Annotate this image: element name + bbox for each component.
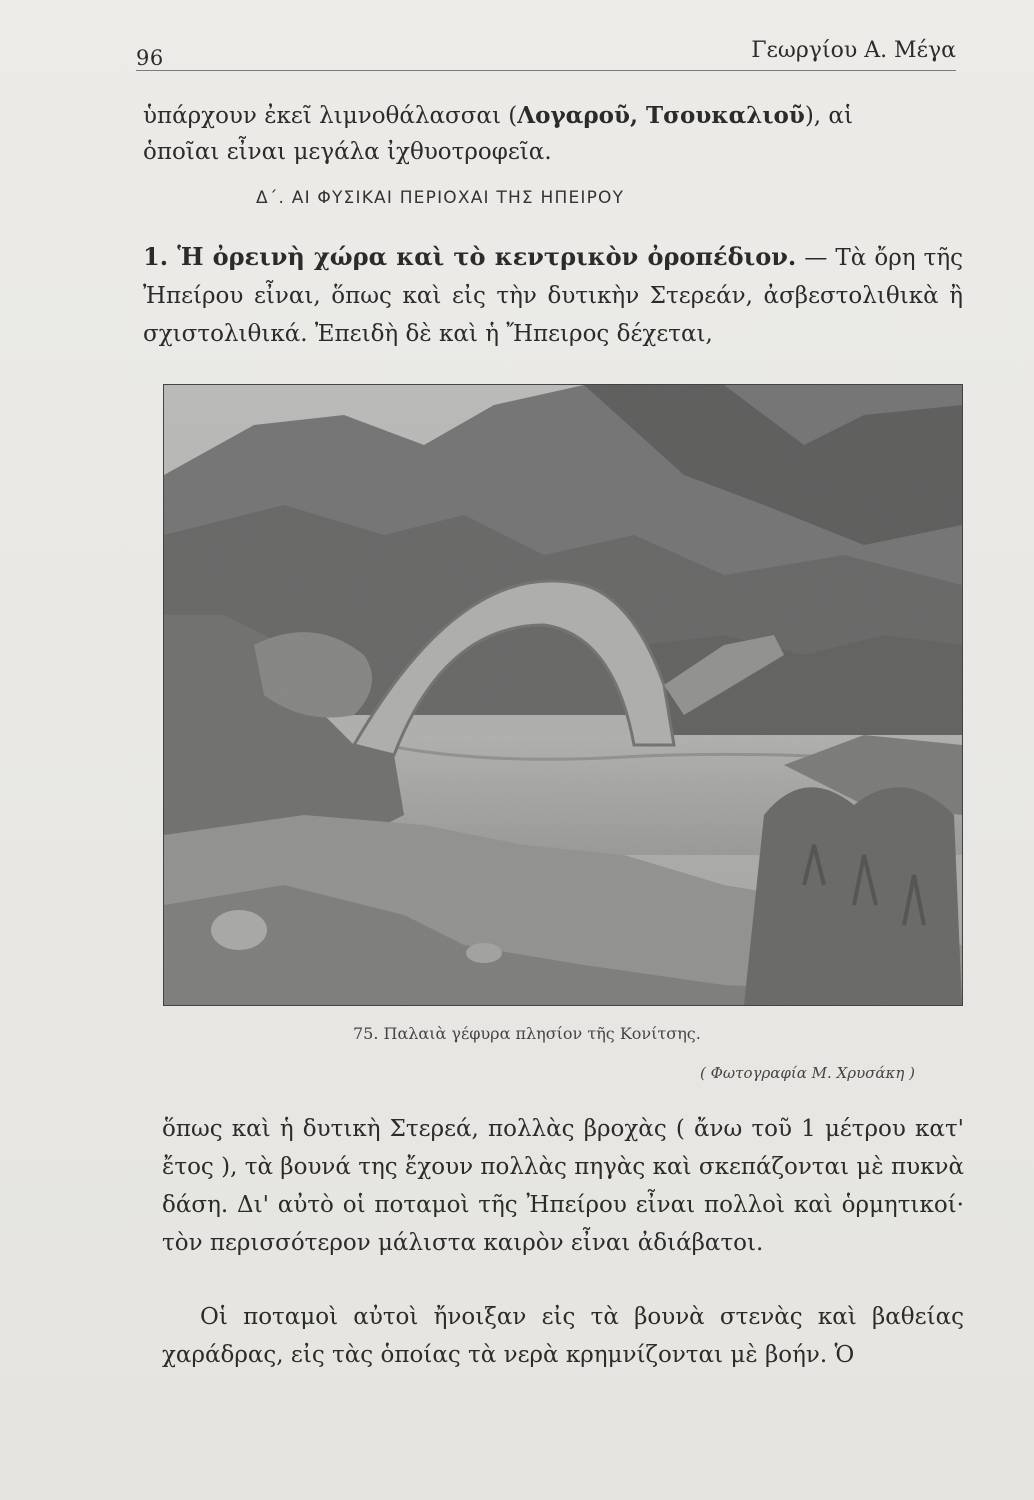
subsection-text: — Τὰ ὄρη τῆς Ἠπείρου εἶναι, ὅπως καὶ εἰς τὴν δυτικὴν Στερεάν, ἀσβεστολιθικὰ ἢ σχιστολιθικά. Ἐπειδὴ δὲ καὶ ἡ Ἤπειρος δέχεται, (143, 245, 963, 347)
subsection-paragraph (143, 238, 963, 353)
running-head: Γεωργίου Α. Μέγα (751, 38, 956, 63)
page-header (136, 38, 956, 78)
top-paragraph-end: ), αἱ (804, 103, 853, 129)
bridge-photo-illustration (164, 385, 962, 1005)
top-paragraph-start: ὑπάρχουν ἐκεῖ λιμνοθάλασσαι ( (143, 103, 518, 129)
figure-caption: 75. Παλαιὰ γέφυρα πλησίον τῆς Κονίτσης. (353, 1024, 701, 1043)
header-rule (136, 70, 956, 71)
last-paragraph: Οἱ ποταμοὶ αὐτοὶ ἤνοιξαν εἰς τὰ βουνὰ στενὰς καὶ βαθείας χαράδρας, εἰς τὰς ὁποίας τὰ νερὰ κρημνίζονται μὲ βοήν. Ὁ (162, 1304, 964, 1368)
subsection-heading: 1. Ἡ ὀρεινὴ χώρα καὶ τὸ κεντρικὸν ὀροπέδιον. (143, 242, 797, 271)
lagoon-names: Λογαροῦ, Τσουκαλιοῦ (517, 102, 805, 129)
photo-credit: ( Φωτογραφία Μ. Χρυσάκη ) (700, 1064, 915, 1082)
section-title: Δ΄. ΑΙ ΦΥΣΙΚΑΙ ΠΕΡΙΟΧΑΙ ΤΗΣ ΗΠΕΙΡΟΥ (256, 188, 625, 208)
top-paragraph-line2: ὁποῖαι εἶναι μεγάλα ἰχθυοτροφεῖα. (143, 139, 552, 165)
bridge-photograph (163, 384, 963, 1006)
paragraph-after-figure: ὅπως καὶ ἡ δυτικὴ Στερεά, πολλὰς βροχὰς ( ἄνω τοῦ 1 μέτρου κατ' ἔτος ), τὰ βουνά της ἔχουν πολλὰς πηγὰς καὶ σκεπάζονται μὲ πυκνὰ δάση. Δι' αὐτὸ οἱ ποταμοὶ τῆς Ἠπείρου εἶναι πολλοὶ καὶ ὁρμητικοί· τὸν περισσότερον μάλιστα καιρὸν εἶναι ἀδιάβατοι. (162, 1116, 964, 1256)
page-number: 96 (136, 46, 164, 70)
top-paragraph (143, 98, 963, 170)
